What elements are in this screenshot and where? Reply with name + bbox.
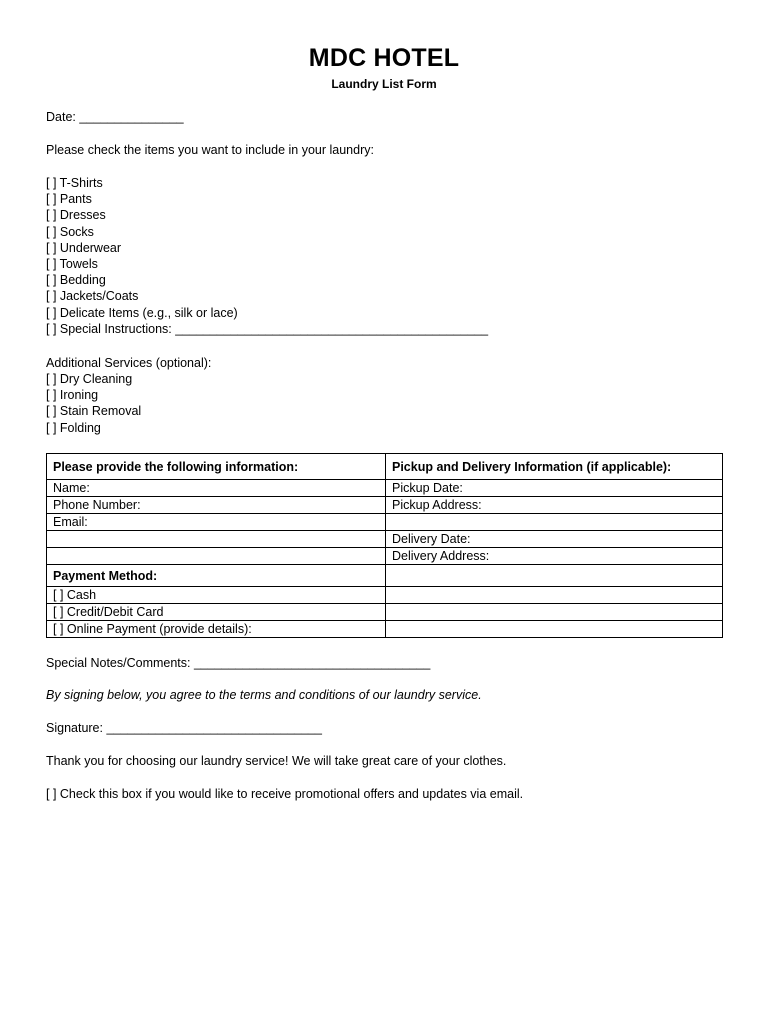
pickup-date-field[interactable]: Pickup Date:: [386, 480, 723, 497]
item-towels-checkbox[interactable]: [ ] Towels: [46, 257, 98, 272]
table-cell-empty: [386, 604, 723, 621]
delivery-address-field[interactable]: Delivery Address:: [386, 548, 723, 565]
page-subtitle: Laundry List Form: [331, 77, 437, 91]
item-dresses-checkbox[interactable]: [ ] Dresses: [46, 208, 106, 223]
additional-services-heading: Additional Services (optional):: [46, 356, 212, 370]
table-row: [47, 604, 723, 621]
table-row: [47, 548, 723, 565]
thank-you-message: Thank you for choosing our laundry service! We will take great care of your clothes.: [46, 754, 507, 768]
pickup-delivery-header: Pickup and Delivery Information (if applicable):: [386, 454, 723, 480]
payment-card-checkbox[interactable]: [ ] Credit/Debit Card: [47, 604, 386, 621]
table-cell-empty: [386, 621, 723, 638]
signature-field[interactable]: Signature: _______________________________: [46, 721, 322, 735]
promo-opt-in-checkbox[interactable]: [ ] Check this box if you would like to receive promotional offers and updates via email.: [46, 787, 524, 801]
item-bedding-checkbox[interactable]: [ ] Bedding: [46, 273, 106, 288]
table-row: [47, 565, 723, 587]
table-row: [47, 621, 723, 638]
table-row: [47, 480, 723, 497]
payment-cash-checkbox[interactable]: [ ] Cash: [47, 587, 386, 604]
item-pants-checkbox[interactable]: [ ] Pants: [46, 192, 92, 207]
payment-online-checkbox[interactable]: [ ] Online Payment (provide details):: [47, 621, 386, 638]
table-cell-empty: [47, 531, 386, 548]
item-socks-checkbox[interactable]: [ ] Socks: [46, 224, 94, 239]
service-folding-checkbox[interactable]: [ ] Folding: [46, 420, 101, 435]
payment-method-heading: Payment Method:: [47, 565, 386, 587]
table-cell-empty: [386, 565, 723, 587]
information-table: [46, 453, 723, 638]
service-dry-cleaning-checkbox[interactable]: [ ] Dry Cleaning: [46, 372, 133, 386]
item-underwear-checkbox[interactable]: [ ] Underwear: [46, 240, 122, 255]
item-special-instructions-field[interactable]: [ ] Special Instructions: _____________________________________________: [46, 321, 489, 336]
item-jackets-checkbox[interactable]: [ ] Jackets/Coats: [46, 289, 139, 304]
table-cell-empty: [386, 587, 723, 604]
additional-services-list: [46, 371, 141, 436]
item-tshirts-checkbox[interactable]: [ ] T-Shirts: [46, 176, 103, 190]
name-field[interactable]: Name:: [47, 480, 386, 497]
instructions-text: Please check the items you want to include in your laundry:: [46, 143, 374, 157]
table-row: [47, 531, 723, 548]
table-header-row: [47, 454, 723, 480]
terms-statement: By signing below, you agree to the terms and conditions of our laundry service.: [46, 688, 482, 702]
service-stain-removal-checkbox[interactable]: [ ] Stain Removal: [46, 404, 142, 419]
table-row: [47, 587, 723, 604]
table-row: [47, 497, 723, 514]
date-field[interactable]: Date: _______________: [46, 110, 184, 124]
table-cell-empty: [386, 514, 723, 531]
special-notes-field[interactable]: Special Notes/Comments: __________________________________: [46, 656, 431, 670]
table-row: [47, 514, 723, 531]
phone-number-field[interactable]: Phone Number:: [47, 497, 386, 514]
pickup-address-field[interactable]: Pickup Address:: [386, 497, 723, 514]
delivery-date-field[interactable]: Delivery Date:: [386, 531, 723, 548]
item-delicate-checkbox[interactable]: [ ] Delicate Items (e.g., silk or lace): [46, 305, 238, 320]
page-title: MDC HOTEL: [308, 44, 460, 72]
laundry-items-list: [46, 175, 488, 337]
email-field[interactable]: Email:: [47, 514, 386, 531]
table-cell-empty: [47, 548, 386, 565]
personal-info-header: Please provide the following information:: [47, 454, 386, 480]
service-ironing-checkbox[interactable]: [ ] Ironing: [46, 388, 99, 403]
